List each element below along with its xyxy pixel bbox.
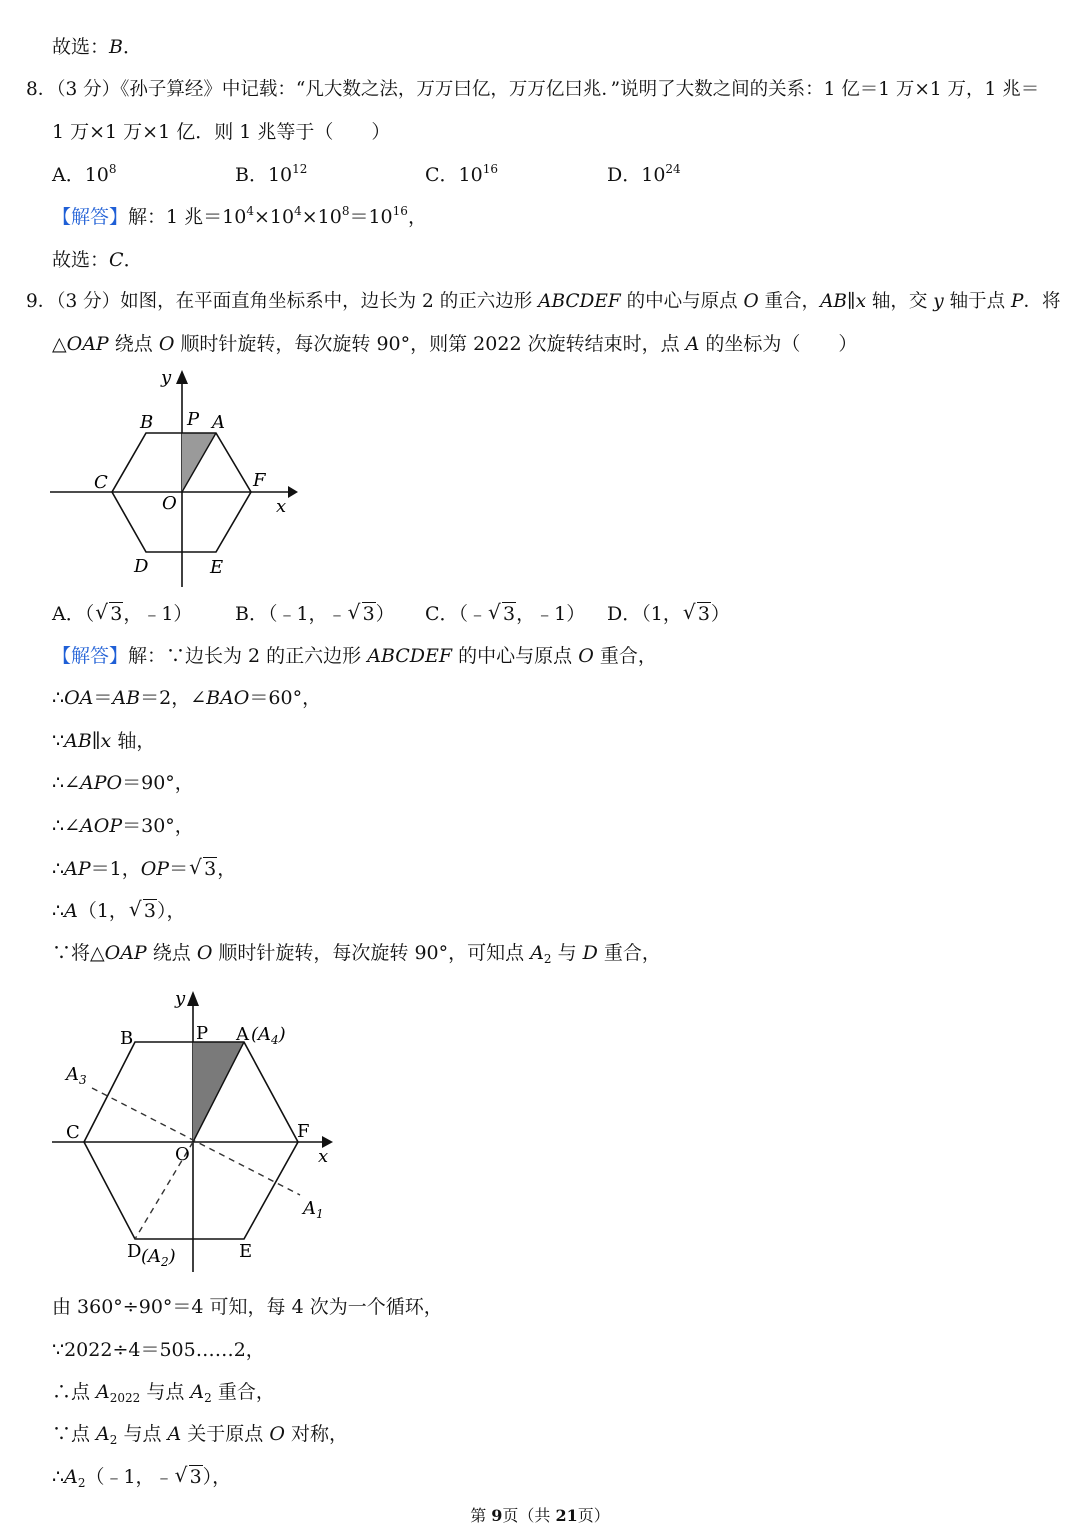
y-axis-arrow bbox=[187, 991, 199, 1006]
label-p: P bbox=[196, 1023, 209, 1044]
stem-var: A bbox=[685, 333, 700, 355]
sol-text: （﹣1，﹣ bbox=[85, 1466, 174, 1488]
q7-answer-line bbox=[52, 34, 142, 60]
stem-var: O bbox=[158, 333, 175, 355]
exponent: 8 bbox=[341, 204, 350, 218]
stem-var: OAP bbox=[66, 333, 109, 355]
label-a2: $(A_2)$ bbox=[141, 1246, 176, 1269]
sol-var: OAP bbox=[104, 942, 147, 964]
label-d: D bbox=[127, 1241, 142, 1262]
sol-text: 绕点 bbox=[146, 942, 197, 964]
sol-text: ∴ bbox=[52, 1466, 65, 1488]
sol-text: ∴∠ bbox=[52, 772, 81, 794]
exponent: 4 bbox=[246, 204, 254, 218]
subscript: 2 bbox=[109, 1433, 118, 1447]
solution-tag: 【解答】 bbox=[52, 645, 129, 667]
sol-text: ∵点 bbox=[52, 1423, 97, 1445]
q9-solution-line11 bbox=[52, 1379, 275, 1405]
solution-text: ＝10 bbox=[349, 206, 393, 228]
sqrt-symbol bbox=[683, 601, 711, 627]
stem-text: 重合， bbox=[758, 291, 821, 312]
x-axis-arrow bbox=[288, 486, 298, 498]
label-a3: $A_3$ bbox=[66, 1064, 87, 1087]
sol-var: A bbox=[64, 900, 78, 922]
sol-text: 解：∵边长为 2 的正六边形 bbox=[128, 645, 368, 667]
radicand: 3 bbox=[362, 603, 375, 625]
choose-suffix: ． bbox=[122, 36, 142, 58]
q9-option-a bbox=[52, 601, 192, 627]
option-text: ） bbox=[710, 603, 730, 625]
label-a4: $(A_4)$ bbox=[251, 1024, 286, 1047]
q9-solution-line13 bbox=[52, 1464, 231, 1490]
sol-var: D bbox=[582, 942, 598, 964]
stem-text: △ bbox=[52, 333, 67, 355]
exponent: 16 bbox=[482, 162, 498, 176]
label-o: O bbox=[162, 493, 177, 514]
sol-text: ＝2，∠ bbox=[140, 687, 207, 709]
solution-tag: 【解答】 bbox=[52, 206, 129, 228]
option-text: C．（﹣ bbox=[425, 603, 488, 625]
option-label: A．10 bbox=[52, 164, 109, 186]
exponent: 4 bbox=[294, 204, 302, 218]
sol-text: ∴ bbox=[52, 858, 65, 880]
subscript: 2 bbox=[543, 952, 552, 966]
sol-text: ∴∠ bbox=[52, 815, 81, 837]
radicand: 3 bbox=[697, 603, 710, 625]
q8-option-d bbox=[607, 162, 681, 188]
sol-text: ＝ bbox=[169, 858, 189, 880]
sol-text: ＝30°， bbox=[122, 815, 194, 837]
page-total: 21 bbox=[555, 1506, 578, 1525]
label-b: B bbox=[120, 1028, 134, 1049]
label-e: E bbox=[210, 557, 224, 578]
sol-text: 对称， bbox=[284, 1423, 348, 1445]
option-label: D．10 bbox=[607, 164, 666, 186]
radicand: 3 bbox=[110, 603, 123, 625]
sol-var: OA bbox=[64, 687, 94, 709]
sol-var: A bbox=[530, 942, 544, 964]
sol-text: 轴， bbox=[111, 730, 156, 752]
footer-text: 第 bbox=[470, 1506, 492, 1525]
sqrt-symbol bbox=[175, 1464, 203, 1490]
stem-var: ABCDEF bbox=[538, 291, 621, 312]
sol-text: 重合， bbox=[597, 942, 661, 964]
sol-text: 与点 bbox=[117, 1423, 168, 1445]
option-text: ，﹣1） bbox=[123, 603, 193, 625]
radicand: 3 bbox=[503, 603, 516, 625]
y-axis-arrow bbox=[176, 370, 188, 384]
sol-var: APO bbox=[80, 772, 123, 794]
q8-solution-line bbox=[52, 204, 427, 230]
exponent: 8 bbox=[108, 162, 117, 176]
label-c: C bbox=[94, 472, 108, 493]
label-p: P bbox=[187, 409, 200, 430]
sol-text: （1， bbox=[77, 900, 128, 922]
stem-var: y bbox=[933, 291, 944, 312]
solution-text: ， bbox=[407, 206, 427, 228]
stem-text: 绕点 bbox=[108, 333, 159, 355]
label-a: A bbox=[236, 1024, 249, 1045]
stem-text: 顺时针旋转，每次旋转 90°，则第 2022 次旋转结束时，点 bbox=[174, 333, 686, 355]
label-b: B bbox=[140, 412, 154, 433]
hexagon-figure-1 bbox=[48, 362, 308, 592]
sol-text: 与点 bbox=[140, 1381, 191, 1403]
sol-var: A bbox=[64, 1466, 78, 1488]
sol-text: ＝90°， bbox=[122, 772, 194, 794]
sol-var: ABCDEF bbox=[367, 645, 453, 667]
sol-text: 顺时针旋转，每次旋转 90°，可知点 bbox=[212, 942, 531, 964]
q9-solution-line3 bbox=[52, 728, 155, 754]
label-c: C bbox=[66, 1122, 80, 1143]
sqrt-symbol bbox=[348, 601, 376, 627]
q9-solution-line8 bbox=[52, 940, 661, 966]
stem-text: 的中心与原点 bbox=[620, 291, 744, 312]
sqrt-symbol bbox=[488, 601, 516, 627]
option-text: B．（﹣1，﹣ bbox=[235, 603, 347, 625]
sol-text: ＝1， bbox=[90, 858, 141, 880]
q9-solution-line7 bbox=[52, 898, 186, 924]
sol-text: ∵将△ bbox=[52, 942, 105, 964]
q9-stem-line2 bbox=[52, 331, 857, 357]
sol-text: ）， bbox=[202, 1466, 232, 1488]
sol-text: ＝ bbox=[93, 687, 113, 709]
hexagon bbox=[84, 1042, 298, 1239]
sqrt-symbol bbox=[189, 856, 217, 882]
label-x: x bbox=[318, 1146, 329, 1167]
radicand: 3 bbox=[189, 1466, 202, 1488]
option-label: B．10 bbox=[235, 164, 293, 186]
sol-text: 关于原点 bbox=[181, 1423, 270, 1445]
stem-text: 轴于点 bbox=[943, 291, 1011, 312]
stem-var: P bbox=[1010, 291, 1024, 312]
sol-text: 的中心与原点 bbox=[452, 645, 579, 667]
exponent: 16 bbox=[392, 204, 408, 218]
exponent: 12 bbox=[292, 162, 308, 176]
sol-var: AP bbox=[64, 858, 91, 880]
q9-stem-line1 bbox=[26, 289, 1060, 315]
q9-option-b bbox=[235, 601, 395, 627]
q8-option-c bbox=[425, 162, 498, 188]
q9-option-d bbox=[607, 601, 730, 627]
sol-var: AB∥x bbox=[64, 730, 112, 752]
q9-solution-line1 bbox=[52, 643, 657, 669]
label-x: x bbox=[276, 496, 287, 517]
hexagon-figure-2 bbox=[50, 982, 350, 1277]
sol-text: ）， bbox=[157, 900, 186, 922]
label-f: F bbox=[297, 1121, 310, 1142]
q9-solution-line5 bbox=[52, 813, 194, 839]
exponent: 24 bbox=[665, 162, 681, 176]
stem-var: O bbox=[743, 291, 759, 312]
solution-text: ×10 bbox=[253, 206, 295, 228]
sol-var: A bbox=[96, 1423, 110, 1445]
stem-text: 轴，交 bbox=[866, 291, 934, 312]
option-text: ） bbox=[375, 603, 395, 625]
footer-text: 页（共 bbox=[502, 1506, 556, 1525]
sqrt-symbol bbox=[129, 898, 157, 924]
sol-text: ∴点 bbox=[52, 1381, 97, 1403]
sol-text: ， bbox=[217, 858, 237, 880]
sol-var: BAO bbox=[206, 687, 250, 709]
q8-stem-line2: 1 万×1 万×1 亿．则 1 兆等于（ ） bbox=[52, 121, 391, 143]
q8-option-a bbox=[52, 162, 117, 188]
subscript: 2022 bbox=[109, 1391, 141, 1405]
page-number: 9 bbox=[491, 1506, 503, 1525]
label-f: F bbox=[253, 470, 266, 491]
sol-var: O bbox=[269, 1423, 285, 1445]
sol-text: 与 bbox=[551, 942, 583, 964]
q9-solution-line4 bbox=[52, 770, 194, 796]
stem-text: 9．（3 分）如图，在平面直角坐标系中，边长为 2 的正六边形 bbox=[26, 291, 539, 312]
option-text: ，﹣1） bbox=[516, 603, 586, 625]
q9-solution-line12 bbox=[52, 1421, 348, 1447]
option-label: C．10 bbox=[425, 164, 483, 186]
solution-text: 解：1 兆＝10 bbox=[128, 206, 247, 228]
sqrt-symbol bbox=[95, 601, 123, 627]
label-y: y bbox=[161, 367, 172, 388]
label-e: E bbox=[239, 1241, 253, 1262]
sol-var: A bbox=[167, 1423, 182, 1445]
q9-solution-line6 bbox=[52, 856, 236, 882]
sol-var: A bbox=[96, 1381, 110, 1403]
q9-solution-line9: 由 360°÷90°＝4 可知，每 4 次为一个循环， bbox=[52, 1296, 443, 1318]
sol-var: O bbox=[578, 645, 594, 667]
choose-answer: B bbox=[109, 36, 123, 58]
stem-text: 的坐标为（ ） bbox=[699, 333, 858, 355]
label-o: O bbox=[175, 1144, 190, 1165]
stem-var: AB∥x bbox=[820, 291, 866, 312]
q9-option-c bbox=[425, 601, 585, 627]
sol-text: ∵ bbox=[52, 730, 65, 752]
choose-prefix: 故选： bbox=[52, 249, 110, 271]
q9-solution-line2 bbox=[52, 685, 321, 711]
radicand: 3 bbox=[204, 858, 217, 880]
option-text: D．（1， bbox=[607, 603, 682, 625]
sol-text: 重合， bbox=[211, 1381, 275, 1403]
label-a: A bbox=[212, 412, 225, 433]
sol-text: ∴ bbox=[52, 687, 65, 709]
label-y: y bbox=[175, 988, 186, 1009]
radicand: 3 bbox=[143, 900, 157, 922]
sol-var: A bbox=[190, 1381, 205, 1403]
q8-option-b bbox=[235, 162, 307, 188]
subscript: 2 bbox=[77, 1476, 86, 1490]
footer-text: 页） bbox=[577, 1506, 610, 1525]
sol-var: OP bbox=[140, 858, 170, 880]
sol-text: ＝60°， bbox=[249, 687, 322, 709]
choose-suffix: ． bbox=[123, 249, 143, 271]
choose-answer: C bbox=[109, 249, 124, 271]
q9-solution-line10: ∵2022÷4＝505……2， bbox=[52, 1339, 265, 1361]
label-d: D bbox=[134, 556, 149, 577]
sol-text: ∴ bbox=[52, 900, 65, 922]
sol-text: 重合， bbox=[593, 645, 657, 667]
option-text: A．（ bbox=[52, 603, 95, 625]
sol-var: AB bbox=[112, 687, 141, 709]
solution-text: ×10 bbox=[301, 206, 342, 228]
label-a1: $A_1$ bbox=[303, 1198, 324, 1221]
sol-var: AOP bbox=[80, 815, 123, 837]
choose-prefix: 故选： bbox=[52, 36, 110, 58]
page-footer bbox=[0, 1504, 1080, 1528]
stem-text: ．将 bbox=[1023, 291, 1061, 312]
q8-choose-line bbox=[52, 247, 143, 273]
sol-var: O bbox=[196, 942, 213, 964]
subscript: 2 bbox=[204, 1391, 212, 1405]
q8-stem-line1: 8．（3 分）《孙子算经》中记载：“凡大数之法，万万曰亿，万万亿曰兆．”说明了大数之间的关系：1 亿＝1 万×1 万，1 兆＝ bbox=[26, 79, 1040, 100]
